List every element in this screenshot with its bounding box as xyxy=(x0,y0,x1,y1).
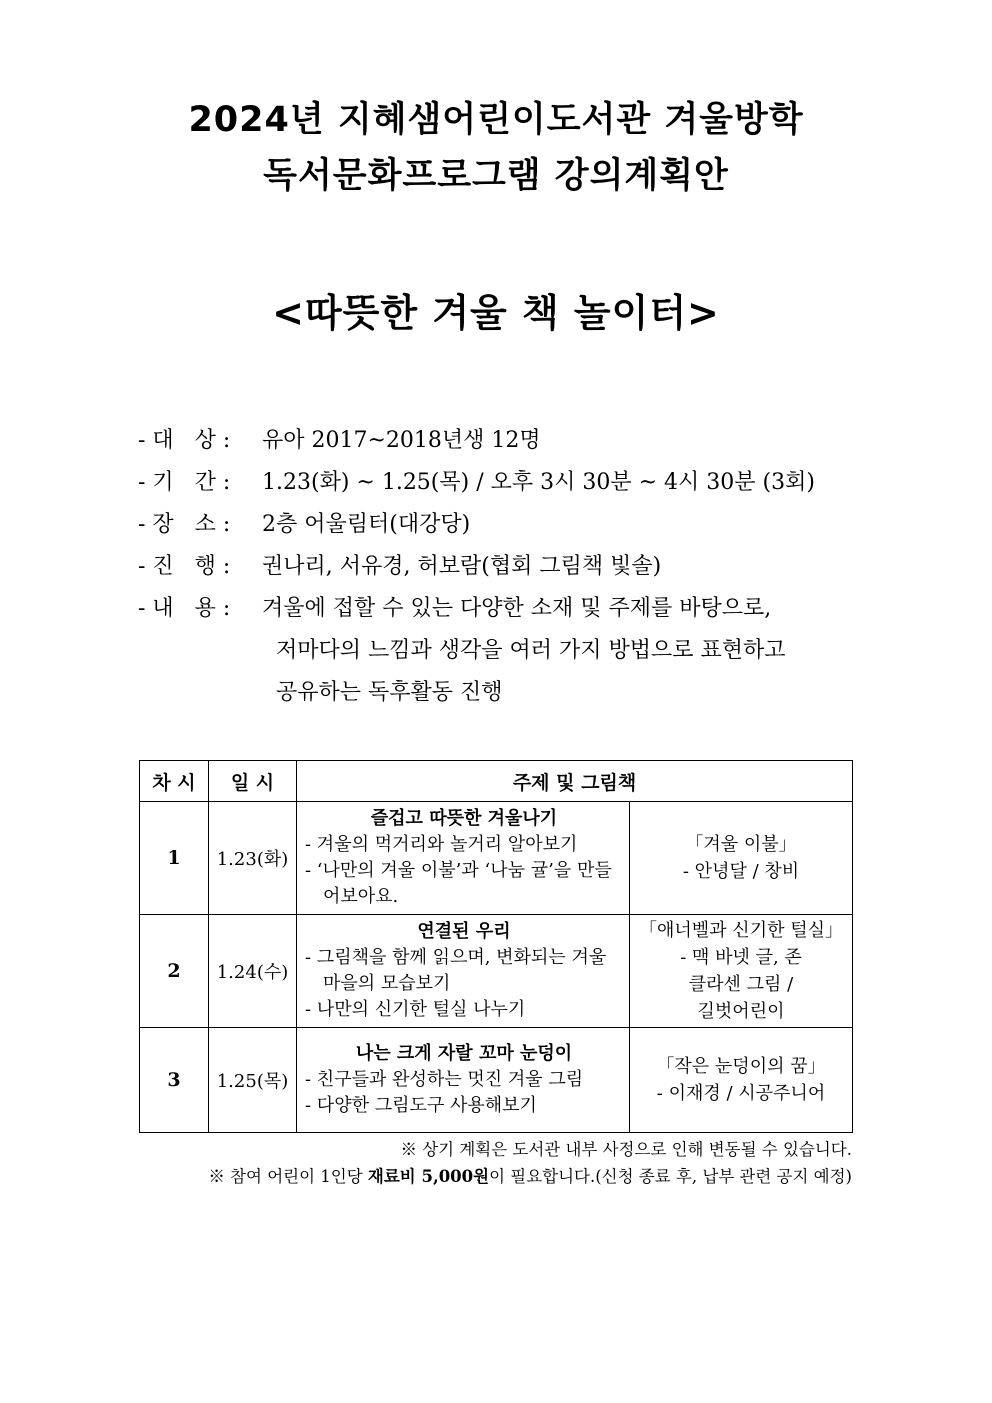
session-topic xyxy=(297,1028,630,1133)
session-date: 1.24(수) xyxy=(209,915,297,1028)
title-line-1: 2024년 지혜샘어린이도서관 겨울방학 xyxy=(188,100,804,140)
info-target-key: - 대 상 : xyxy=(138,428,231,453)
material-fee-note xyxy=(208,1163,852,1187)
header-session: 차 시 xyxy=(140,761,209,802)
info-content xyxy=(138,588,918,630)
title-line-2: 독서문화프로그램 강의계획안 xyxy=(263,156,729,196)
session-book xyxy=(630,1028,853,1133)
info-content-value-1: 겨울에 접할 수 있는 다양한 소재 및 주제를 바탕으로, xyxy=(262,596,772,621)
fee-note-prefix: ※ 참여 어린이 1인당 xyxy=(208,1167,368,1186)
topic-title: 연결된 우리 xyxy=(417,921,511,942)
topic-item: - 나만의 신기한 털실 나누기 xyxy=(305,999,526,1020)
topic-item: - 그림책을 함께 읽으며, 변화되는 겨울 마을의 모습보기 xyxy=(305,947,607,994)
book-line: 「작은 눈덩이의 꿈」 xyxy=(656,1056,826,1077)
info-lead-value: 권나리, 서유경, 허보람(협회 그림책 빛솔) xyxy=(262,554,662,579)
program-subtitle: <따뜻한 겨울 책 놀이터> xyxy=(272,291,720,335)
info-place xyxy=(138,504,918,546)
session-number: 1 xyxy=(140,802,209,915)
session-book xyxy=(630,802,853,915)
info-lead xyxy=(138,546,918,588)
header-topic-book: 주제 및 그림책 xyxy=(297,761,853,802)
session-date: 1.23(화) xyxy=(209,802,297,915)
info-content-value-2: 저마다의 느낌과 생각을 여러 가지 방법으로 표현하고 xyxy=(276,638,786,663)
book-line: 「겨울 이불」 xyxy=(685,834,797,855)
program-info xyxy=(138,420,918,714)
book-line: 클라센 그림 / xyxy=(688,974,794,995)
info-place-value: 2층 어울림터(대강당) xyxy=(262,512,471,537)
book-line: - 이재경 / 시공주니어 xyxy=(656,1083,826,1104)
fee-note-suffix: 이 필요합니다.(신청 종료 후, 납부 관련 공지 예정) xyxy=(489,1167,852,1186)
fee-amount: 재료비 5,000원 xyxy=(367,1167,490,1186)
book-line: 「애너벨과 신기한 털실」 xyxy=(639,920,843,941)
topic-title: 즐겁고 따뜻한 겨울나기 xyxy=(370,808,558,829)
book-line: 길벗어린이 xyxy=(697,1001,785,1022)
session-date: 1.25(목) xyxy=(209,1028,297,1133)
book-line: - 안녕달 / 창비 xyxy=(682,861,800,882)
info-period-value: 1.23(화) ~ 1.25(목) / 오후 3시 30분 ~ 4시 30분 (3회) xyxy=(262,470,815,495)
schedule-change-note: ※ 상기 계획은 도서관 내부 사정으로 인해 변동될 수 있습니다. xyxy=(400,1140,852,1159)
schedule-table xyxy=(139,760,853,1133)
topic-item: - ‘나만의 겨울 이불’과 ‘나눔 귤’을 만들어보아요. xyxy=(305,860,612,907)
info-place-key: - 장 소 : xyxy=(138,512,231,537)
header-date: 일 시 xyxy=(209,761,297,802)
info-target-value: 유아 2017~2018년생 12명 xyxy=(262,428,541,453)
book-line: - 맥 바넷 글, 존 xyxy=(680,947,802,968)
info-content-key: - 내 용 : xyxy=(138,596,231,621)
info-period xyxy=(138,462,918,504)
table-row xyxy=(140,915,853,1028)
topic-title: 나는 크게 자랄 꼬마 눈덩이 xyxy=(355,1043,573,1064)
table-row xyxy=(140,802,853,915)
info-lead-key: - 진 행 : xyxy=(138,554,231,579)
table-header-row xyxy=(140,761,853,802)
topic-item: - 친구들과 완성하는 멋진 겨울 그림 xyxy=(305,1069,584,1090)
topic-item: - 다양한 그림도구 사용해보기 xyxy=(305,1095,537,1116)
info-target xyxy=(138,420,918,462)
session-book xyxy=(630,915,853,1028)
info-content-value-3: 공유하는 독후활동 진행 xyxy=(276,680,503,705)
topic-item: - 겨울의 먹거리와 놀거리 알아보기 xyxy=(305,834,578,855)
session-topic xyxy=(297,802,630,915)
info-period-key: - 기 간 : xyxy=(138,470,231,495)
table-row xyxy=(140,1028,853,1133)
session-topic xyxy=(297,915,630,1028)
session-number: 3 xyxy=(140,1028,209,1133)
session-number: 2 xyxy=(140,915,209,1028)
